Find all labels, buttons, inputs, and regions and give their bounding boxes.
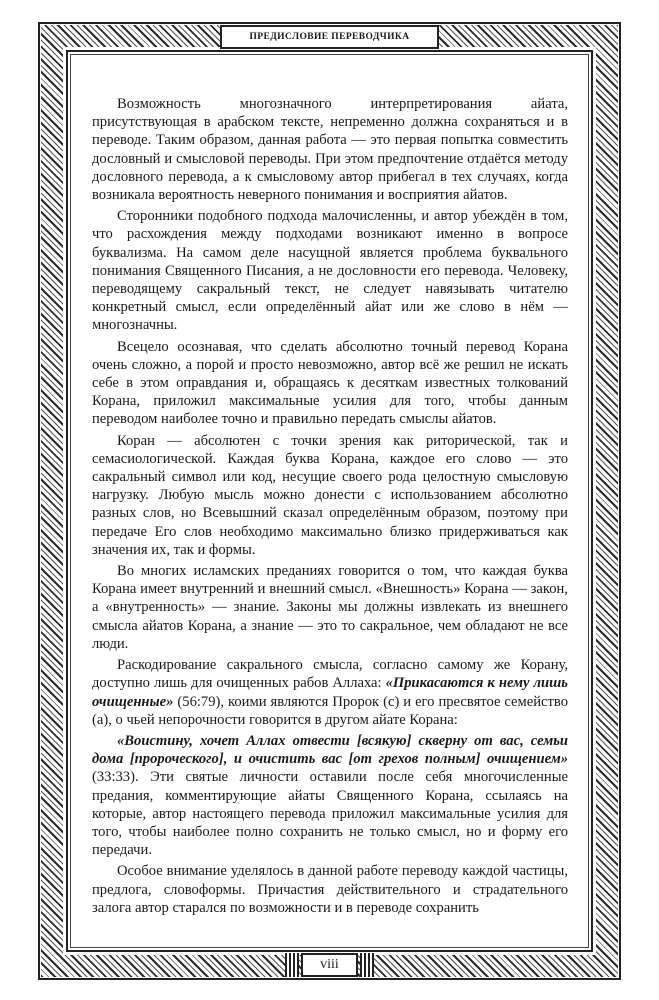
page-number-ornament-right (360, 953, 374, 977)
paragraph (92, 562, 568, 653)
text-run: Коран — абсолютен с точки зрения как риторической, так и семасиологической. Каждая буква Корана, каждое его слово — это сакральный символ или код, несущие своего рода целостную смысловую нагрузку. Любую мысль можно донести с использованием абсолютно разных слов, но Всевышний сказал определённым образом, поэтому при передаче Его слов необходимо максимально близко придерживаться как значения их, так и формы. (92, 432, 568, 558)
text-run: (56:79), коими являются Пророк (с) и его пресвятое семейство (а), о чьей непорочности говорится в другом айате Корана: (92, 693, 568, 728)
text-run: Возможность многозначного интерпретирования айата, присутствующая в арабском тексте, непременно должна сохраняться и в переводе. Таким образом, данная работа — это первая попытка совместить дословный и смысловой переводы. При этом предпочтение отдаётся методу дословного перевода, а к смысловому автор прибегал в тех случаях, когда возникала вероятность неверного понимания и восприятия айатов. (92, 96, 568, 204)
text-run: Раскодирование сакрального смысла, согласно самому же Корану, доступно лишь для очищенных рабов Аллаха: (92, 657, 568, 692)
text-run: Всецело осознавая, что сделать абсолютно точный перевод Корана очень сложно, а порой и просто невозможно, автор всё же решил не искать себе в этом оправдания и, обращаясь к десяткам известных толкований Корана, приложил максимальные усилия для того, чтобы данным переводом наиболее точно и правильно передать смыслы айатов. (92, 338, 568, 428)
page-body-text (92, 95, 568, 917)
page-number-ornament-left (285, 953, 299, 977)
text-run: Во многих исламских преданиях говорится о том, что каждая буква Корана имеет внутренний и внешний смысл. «Внешность» Корана — закон, а «внутренность» — знание. Законы мы должны извлекать из внешнего смысла айатов Корана, а знание — это то сакральное, чем обладают не все люди. (92, 563, 568, 652)
page-number: viii (301, 953, 358, 977)
text-run: Сторонники подобного подхода малочисленны, и автор убеждён в том, что расхождения между подходами возникают именно в вопросе буквализма. На самом деле насущной является проблема буквального понимания Священного Писания, а не дословности его перевода. Человеку, переводящему сакральный текст, не следует навязывать читателю конкретный смысл, если определённый айат или же слово в нём — многозначны. (92, 208, 568, 334)
text-run: (33:33). Эти святые личности оставили после себя многочисленные предания, комментирующие айаты Священного Корана, ссылаясь на которые, автор настоящего перевода приложил максимальные усилия для того, чтобы наиболее полно сохранить не только смысл, но и форму его передачи. (92, 769, 568, 859)
paragraph (92, 656, 568, 729)
running-header: ПРЕДИСЛОВИЕ ПЕРЕВОДЧИКА (220, 25, 439, 49)
quran-quote: «Прикасаются к нему лишь очищенные» (92, 675, 568, 710)
paragraph (92, 432, 568, 559)
paragraph (92, 862, 568, 917)
paragraph (92, 95, 568, 204)
quran-quote: «Воистину, хочет Аллах отвести [всякую] скверну от вас, семьи дома [пророческого], и очистить вас [от грехов полным] очищением» (92, 732, 568, 768)
paragraph (92, 207, 568, 334)
text-run: Особое внимание уделялось в данной работе переводу каждой частицы, предлога, словоформы. Причастия действительного и страдательного залога автор старался по возможности и в переводе сохранить (92, 863, 568, 916)
paragraph (92, 732, 568, 859)
paragraph (92, 338, 568, 429)
